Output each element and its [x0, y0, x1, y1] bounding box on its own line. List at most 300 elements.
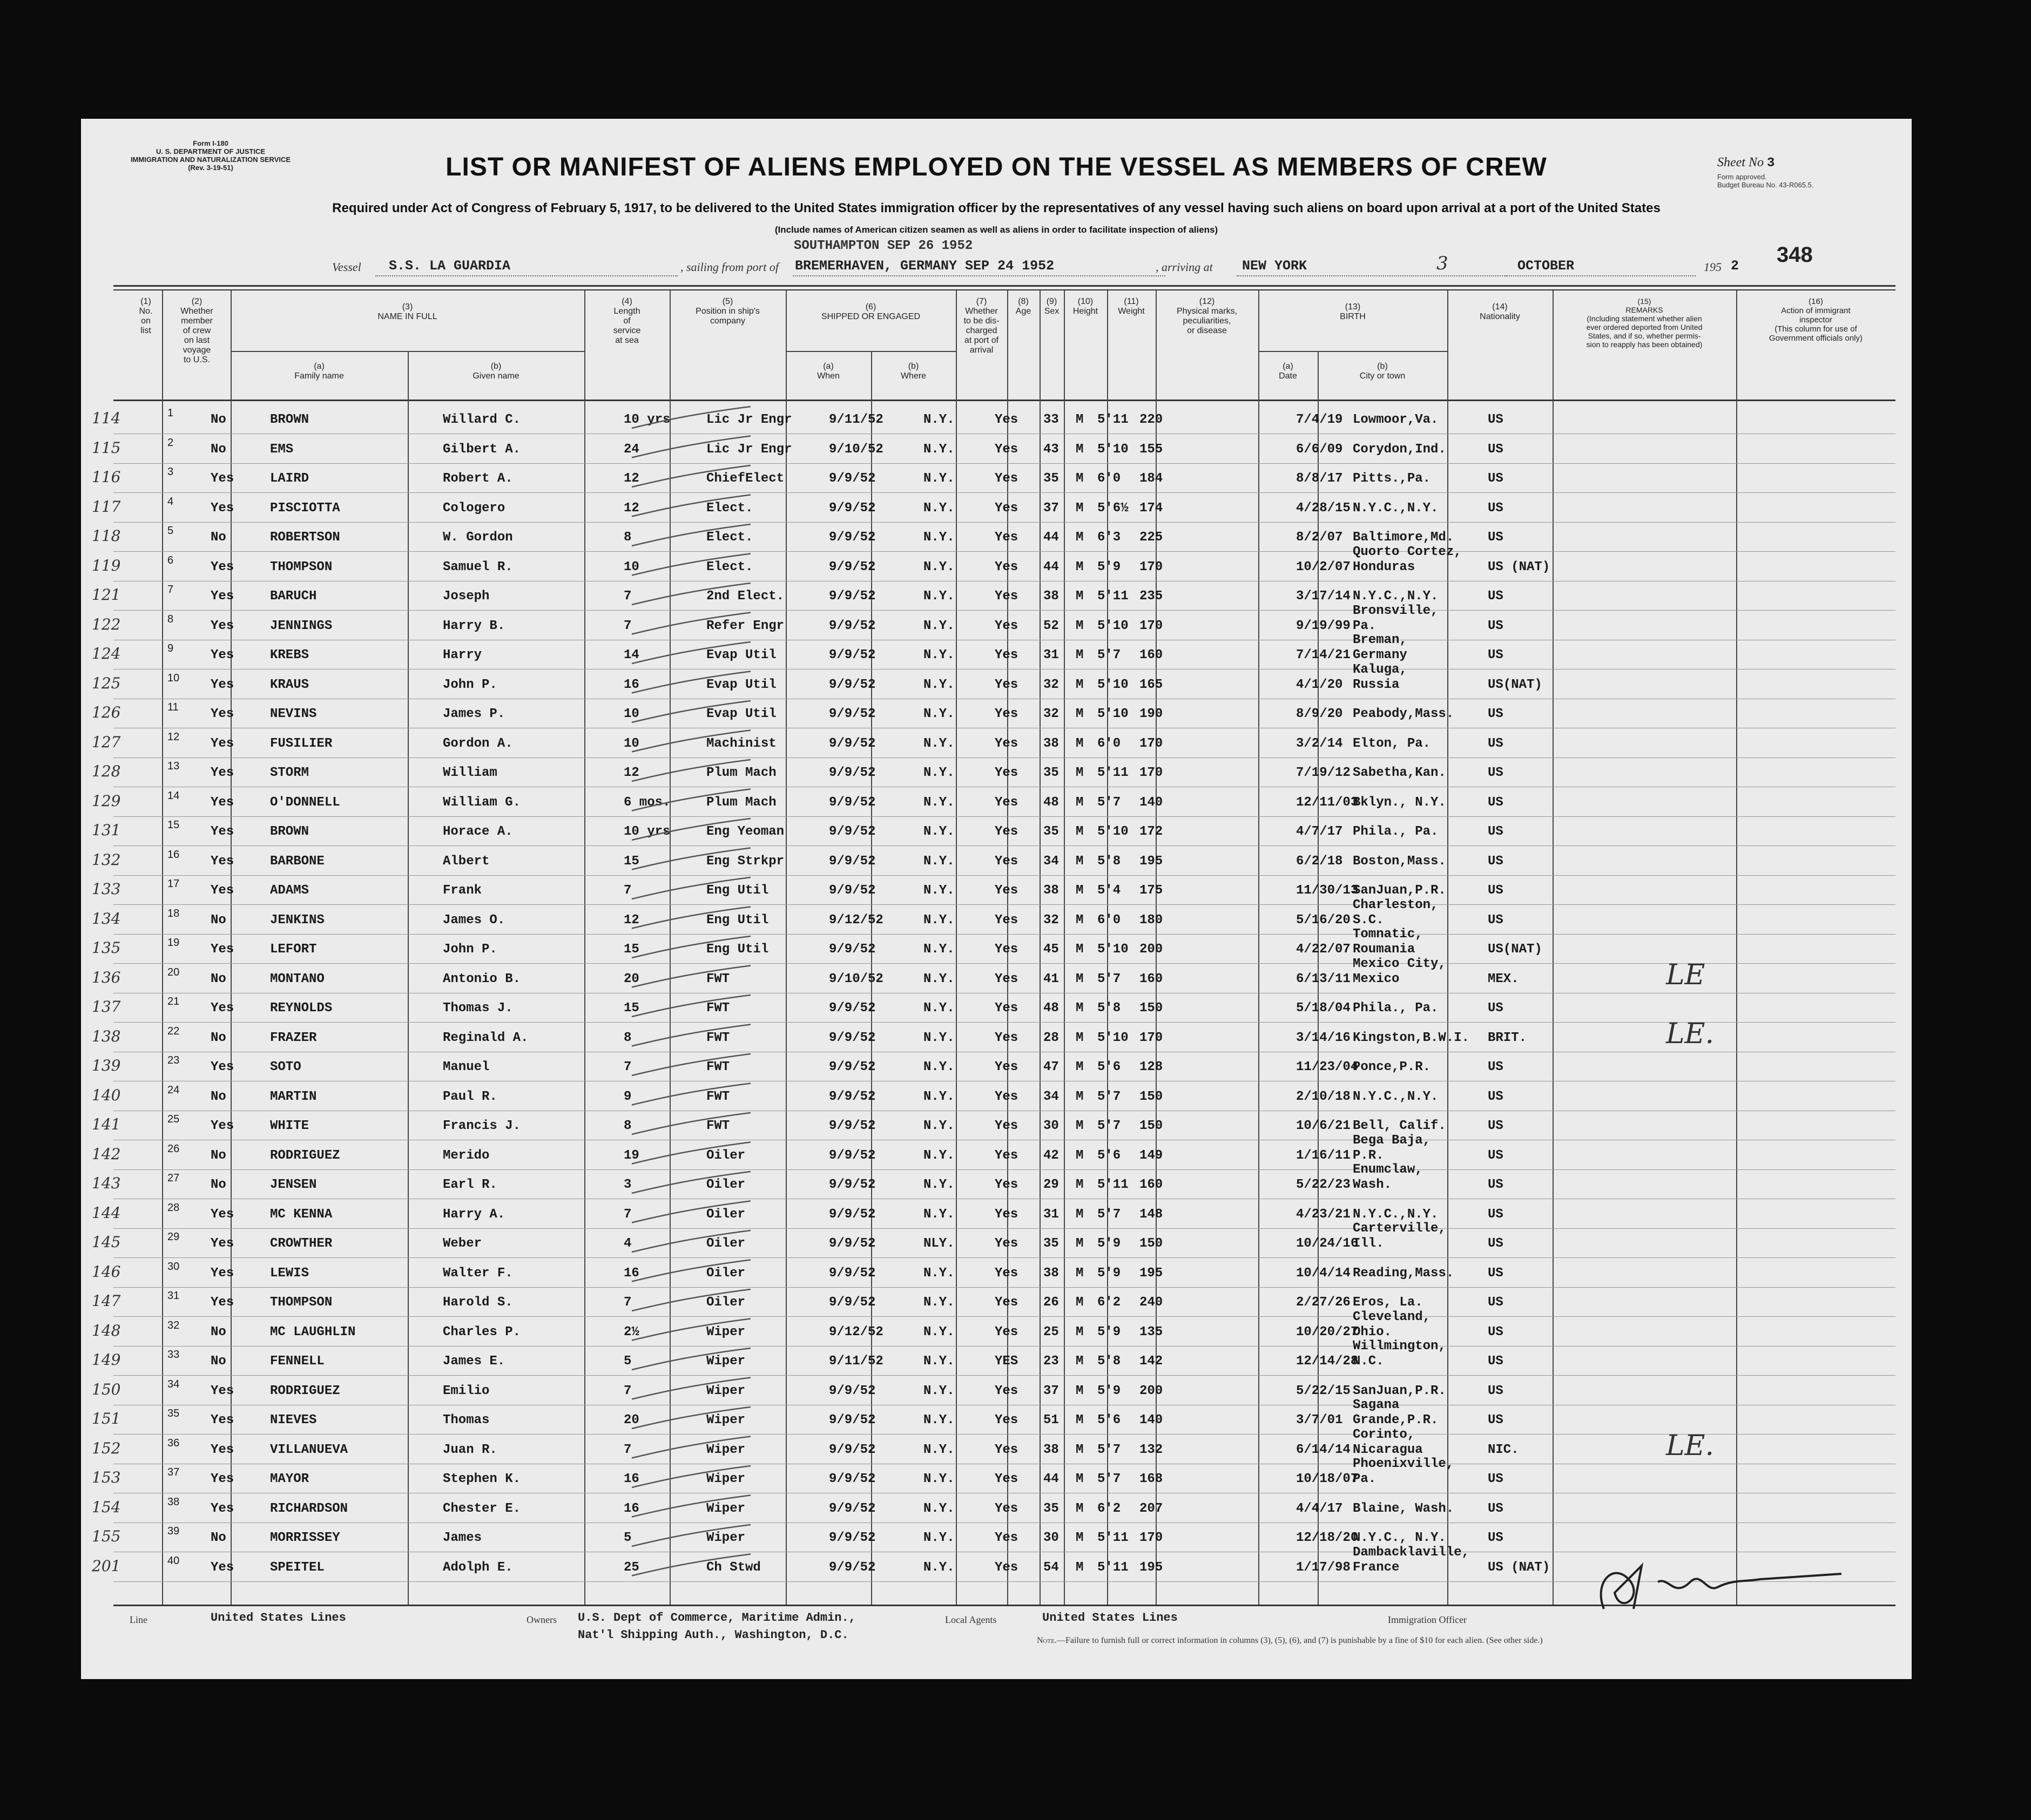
row-nationality: US	[1488, 854, 1503, 869]
row-weight: 155	[1139, 442, 1163, 457]
row-given-name: Samuel R.	[443, 559, 513, 574]
owners-label: Owners	[527, 1614, 557, 1625]
row-sex: M	[1076, 500, 1084, 516]
row-ref-number: 153	[92, 1469, 121, 1486]
row-birth-city-line1: Phoenixville,	[1353, 1457, 1454, 1471]
arrival-port: NEW YORK	[1242, 258, 1307, 274]
service-check-mark	[632, 1172, 751, 1193]
row-birth-date: 1/16/11	[1296, 1148, 1351, 1163]
row-birth-city-line1: Mexico City,	[1353, 956, 1446, 971]
row-discharge: Yes	[995, 912, 1018, 928]
row-family-name: PISCIOTTA	[270, 500, 340, 516]
header-birth: (13) BIRTH	[1340, 302, 1366, 321]
row-given-name: Gilbert A.	[443, 442, 521, 457]
row-discharge: Yes	[995, 883, 1018, 898]
row-previous-voyage: No	[211, 1324, 226, 1339]
row-given-name: Harry	[443, 648, 482, 662]
row-weight: 160	[1139, 1178, 1163, 1192]
header-sex: (9) Sex	[1044, 297, 1060, 316]
service-check-mark	[632, 818, 751, 840]
row-given-name: Charles P.	[443, 1324, 521, 1339]
row-given-name: Weber	[443, 1236, 482, 1251]
row-age: 31	[1043, 648, 1059, 662]
row-length-of-service: 8	[624, 1119, 632, 1133]
row-position: Elect.	[706, 500, 753, 516]
row-previous-voyage: No	[211, 412, 226, 427]
row-shipped-where: N.Y.	[923, 677, 955, 692]
row-height: 5'10	[1097, 442, 1129, 457]
row-length-of-service: 8	[624, 1030, 632, 1045]
service-check-mark	[632, 907, 751, 929]
row-previous-voyage: Yes	[211, 589, 234, 604]
row-discharge: Yes	[995, 766, 1018, 780]
row-age: 44	[1043, 530, 1059, 545]
row-birth-date: 10/2/07	[1296, 559, 1351, 574]
row-weight: 200	[1139, 942, 1163, 957]
row-list-number: 10	[167, 672, 180, 684]
row-family-name: MARTIN	[270, 1089, 317, 1104]
row-previous-voyage: No	[211, 1030, 226, 1045]
row-sex: M	[1076, 1354, 1084, 1369]
row-shipped-when: 9/10/52	[829, 971, 883, 986]
row-family-name: JENKINS	[270, 912, 325, 928]
sailing-port: BREMERHAVEN, GERMANY SEP 24 1952	[795, 258, 1055, 274]
row-birth-city: SanJuan,P.R.	[1353, 883, 1446, 898]
row-previous-voyage: Yes	[211, 1266, 234, 1281]
table-row	[92, 1052, 1895, 1081]
row-position: Wiper	[706, 1383, 746, 1398]
subtitle-note: (Include names of American citizen seamen as well as aliens in order to facilitate inspection of aliens)	[774, 225, 1218, 235]
row-birth-date: 4/7/17	[1296, 824, 1343, 839]
row-ref-number: 155	[92, 1527, 121, 1545]
row-age: 35	[1043, 1501, 1059, 1516]
row-list-number: 34	[167, 1378, 180, 1390]
row-shipped-when: 9/9/52	[829, 1148, 876, 1163]
note-text: —Failure to furnish full or correct information in columns (3), (5), (6), and (7) is punishable by a fine of $10 for each alien.	[1056, 1636, 1485, 1645]
row-position: Machinist	[706, 736, 777, 751]
row-family-name: WHITE	[270, 1119, 309, 1133]
row-birth-date: 4/28/15	[1296, 500, 1351, 516]
header-no: (1) No. on list	[139, 297, 153, 335]
form-code-line: IMMIGRATION AND NATURALIZATION SERVICE	[130, 155, 291, 164]
row-nationality: US	[1488, 618, 1503, 633]
row-height: 5'7	[1097, 1119, 1121, 1133]
row-previous-voyage: Yes	[211, 1119, 234, 1133]
header-age: (8) Age	[1015, 297, 1031, 316]
row-ref-number: 154	[92, 1498, 121, 1516]
row-family-name: SOTO	[270, 1060, 301, 1074]
row-height: 5'11	[1097, 412, 1129, 427]
row-age: 34	[1043, 854, 1059, 869]
row-discharge: Yes	[995, 1236, 1018, 1251]
row-length-of-service: 8	[624, 530, 632, 545]
row-birth-city: Ohio.	[1353, 1324, 1392, 1339]
row-birth-city: N.Y.C.,N.Y.	[1353, 1207, 1439, 1222]
row-position: Oiler	[706, 1236, 746, 1251]
row-previous-voyage: Yes	[211, 1413, 234, 1427]
service-check-mark	[632, 995, 751, 1017]
row-nationality: US	[1488, 736, 1503, 751]
row-length-of-service: 12	[624, 912, 639, 928]
row-previous-voyage: Yes	[211, 736, 234, 751]
row-list-number: 28	[167, 1201, 180, 1214]
row-given-name: Thomas J.	[443, 1001, 513, 1016]
row-birth-city: N.Y.C.,N.Y.	[1353, 500, 1439, 516]
table-row	[92, 1259, 1895, 1288]
row-birth-date: 7/14/21	[1296, 648, 1351, 662]
row-shipped-where: N.Y.	[923, 618, 955, 633]
row-family-name: THOMPSON	[270, 1295, 333, 1310]
row-shipped-when: 9/12/52	[829, 1324, 883, 1339]
row-list-number: 17	[167, 878, 180, 890]
row-list-number: 25	[167, 1113, 180, 1125]
header-weight: (11) Weight	[1118, 297, 1145, 316]
row-discharge: Yes	[995, 648, 1018, 662]
row-birth-city: Pa.	[1353, 1472, 1377, 1486]
row-list-number: 4	[167, 495, 174, 508]
row-previous-voyage: Yes	[211, 1236, 234, 1251]
service-check-marks	[626, 367, 788, 1609]
row-discharge: Yes	[995, 500, 1018, 516]
line-value: United States Lines	[211, 1611, 346, 1625]
row-birth-city: Mexico	[1353, 971, 1400, 986]
row-shipped-where: N.Y.	[923, 530, 955, 545]
row-family-name: STORM	[270, 766, 309, 780]
row-shipped-when: 9/9/52	[829, 1236, 876, 1251]
row-position: Ch Stwd	[706, 1560, 761, 1575]
officer-label: Immigration Officer	[1388, 1614, 1467, 1625]
service-check-mark	[632, 1496, 751, 1517]
row-shipped-when: 9/9/52	[829, 795, 876, 810]
header-when: (a) When	[817, 362, 840, 381]
table-row	[92, 633, 1895, 669]
row-length-of-service: 16	[624, 677, 639, 692]
row-ref-number: 134	[92, 909, 121, 928]
header-birth-city: (b) City or town	[1359, 362, 1406, 381]
row-family-name: MONTANO	[270, 971, 325, 986]
row-birth-city: Phila., Pa.	[1353, 824, 1439, 839]
header-where: (b) Where	[900, 362, 927, 381]
row-nationality: US	[1488, 471, 1503, 486]
row-weight: 170	[1139, 766, 1163, 780]
row-age: 38	[1043, 883, 1059, 898]
row-age: 37	[1043, 1383, 1059, 1398]
row-position: Eng Util	[706, 912, 769, 928]
row-previous-voyage: Yes	[211, 500, 234, 516]
row-length-of-service: 7	[624, 589, 632, 604]
row-list-number: 8	[167, 613, 174, 625]
row-nationality: US	[1488, 500, 1503, 516]
header-family-name: (a) Family name	[294, 362, 344, 381]
row-weight: 150	[1139, 1001, 1163, 1016]
row-nationality: US	[1488, 1501, 1503, 1516]
row-sex: M	[1076, 559, 1084, 574]
row-birth-city: Reading,Mass.	[1353, 1266, 1454, 1281]
port-underline	[793, 275, 1165, 276]
row-position: Evap Util	[706, 648, 777, 662]
row-list-number: 5	[167, 525, 174, 537]
row-sex: M	[1076, 1030, 1084, 1045]
table-row	[92, 876, 1895, 905]
row-previous-voyage: No	[211, 912, 226, 928]
row-given-name: Walter F.	[443, 1266, 513, 1281]
row-position: Wiper	[706, 1472, 746, 1486]
row-weight: 149	[1139, 1148, 1163, 1163]
row-previous-voyage: Yes	[211, 1560, 234, 1575]
row-birth-city: P.R.	[1353, 1148, 1384, 1163]
row-nationality: NIC.	[1488, 1442, 1519, 1457]
row-nationality: US	[1488, 707, 1503, 721]
row-shipped-when: 9/9/52	[829, 471, 876, 486]
row-discharge: Yes	[995, 530, 1018, 545]
row-age: 23	[1043, 1354, 1059, 1369]
service-check-mark	[632, 672, 751, 693]
row-shipped-where: N.Y.	[923, 707, 955, 721]
row-birth-date: 2/10/18	[1296, 1089, 1351, 1104]
row-position: Lic Jr Engr	[706, 442, 792, 457]
row-age: 32	[1043, 707, 1059, 721]
row-nationality: US(NAT)	[1488, 942, 1542, 957]
row-position: Wiper	[706, 1531, 746, 1545]
row-birth-date: 6/14/14	[1296, 1442, 1351, 1457]
row-given-name: Gordon A.	[443, 736, 513, 751]
row-list-number: 11	[167, 701, 179, 713]
row-birth-city: Phila., Pa.	[1353, 1001, 1439, 1016]
row-age: 32	[1043, 677, 1059, 692]
port-stamp: SOUTHAMPTON SEP 26 1952	[794, 239, 973, 253]
row-nationality: US	[1488, 1324, 1503, 1339]
row-birth-city-line1: Corinto,	[1353, 1427, 1415, 1442]
row-birth-date: 10/4/14	[1296, 1266, 1351, 1281]
row-birth-city: N.Y.C.,N.Y.	[1353, 589, 1439, 604]
row-list-number: 21	[167, 996, 180, 1007]
row-given-name: Stephen K.	[443, 1472, 521, 1486]
row-position: Wiper	[706, 1354, 746, 1369]
row-ref-number: 201	[92, 1557, 121, 1575]
row-birth-date: 3/2/14	[1296, 736, 1343, 751]
row-length-of-service: 7	[624, 1383, 632, 1398]
row-age: 41	[1043, 971, 1059, 986]
row-age: 35	[1043, 824, 1059, 839]
row-birth-city: Elton, Pa.	[1353, 736, 1431, 751]
arriving-label: , arriving at	[1156, 260, 1213, 274]
row-height: 5'4	[1097, 883, 1121, 898]
table-row	[92, 603, 1895, 640]
row-ref-number: 142	[92, 1145, 121, 1163]
row-weight: 175	[1139, 883, 1163, 898]
row-family-name: ADAMS	[270, 883, 309, 898]
row-birth-date: 7/19/12	[1296, 766, 1351, 780]
row-height: 5'9	[1097, 1324, 1121, 1339]
row-sex: M	[1076, 912, 1084, 928]
row-sex: M	[1076, 707, 1084, 721]
row-family-name: ROBERTSON	[270, 530, 340, 545]
row-sex: M	[1076, 1236, 1084, 1251]
row-weight: 160	[1139, 648, 1163, 662]
row-position: Oiler	[706, 1148, 746, 1163]
row-discharge: Yes	[995, 971, 1018, 986]
row-ref-number: 133	[92, 880, 121, 898]
row-birth-city: Peabody,Mass.	[1353, 707, 1454, 721]
row-given-name: Emilio	[443, 1383, 490, 1398]
row-weight: 195	[1139, 854, 1163, 869]
service-check-mark	[632, 730, 751, 752]
row-discharge: Yes	[995, 707, 1018, 721]
service-check-mark	[632, 701, 751, 722]
row-list-number: 22	[167, 1025, 180, 1037]
row-sex: M	[1076, 1413, 1084, 1427]
row-ref-number: 138	[92, 1027, 121, 1045]
row-shipped-when: 9/9/52	[829, 824, 876, 839]
table-row	[92, 1494, 1895, 1523]
table-row	[92, 523, 1895, 552]
row-weight: 170	[1139, 559, 1163, 574]
row-sex: M	[1076, 795, 1084, 810]
row-shipped-where: N.Y.	[923, 471, 955, 486]
row-sex: M	[1076, 1119, 1084, 1133]
row-birth-city-line1: Carterville,	[1353, 1221, 1446, 1236]
row-ref-number: 127	[92, 733, 121, 751]
row-family-name: KRAUS	[270, 677, 309, 692]
row-nationality: US(NAT)	[1488, 677, 1542, 692]
row-age: 35	[1043, 1236, 1059, 1251]
row-weight: 135	[1139, 1324, 1163, 1339]
service-check-mark	[632, 583, 751, 605]
row-ref-number: 118	[92, 527, 121, 545]
row-discharge: Yes	[995, 1207, 1018, 1222]
row-given-name: Joseph	[443, 589, 490, 604]
table-row	[92, 788, 1895, 817]
row-family-name: RODRIGUEZ	[270, 1148, 340, 1163]
row-length-of-service: 5	[624, 1531, 632, 1545]
row-list-number: 19	[167, 937, 180, 949]
table-row	[92, 1111, 1895, 1140]
row-nationality: US	[1488, 1089, 1503, 1104]
row-previous-voyage: Yes	[211, 942, 234, 957]
row-birth-city: Baltimore,Md.	[1353, 530, 1454, 545]
row-sex: M	[1076, 589, 1084, 604]
row-discharge: Yes	[995, 1030, 1018, 1045]
row-shipped-when: 9/9/52	[829, 1295, 876, 1310]
row-family-name: THOMPSON	[270, 559, 333, 574]
row-ref-number: 140	[92, 1086, 121, 1104]
row-shipped-where: N.Y.	[923, 648, 955, 662]
service-check-mark	[632, 1230, 751, 1252]
row-list-number: 40	[167, 1554, 180, 1567]
page-number: 348	[1777, 243, 1813, 267]
row-list-number: 38	[167, 1496, 180, 1508]
row-birth-city-line1: Breman,	[1353, 633, 1407, 647]
row-height: 5'7	[1097, 1089, 1121, 1104]
row-list-number: 12	[167, 730, 180, 743]
owners-line-2: Nat'l Shipping Auth., Washington, D.C.	[578, 1628, 849, 1642]
row-birth-city: Lowmoor,Va.	[1353, 412, 1439, 427]
form-approved: Form approved.	[1717, 173, 1767, 181]
inspector-signature	[1582, 1550, 1863, 1620]
row-discharge: Yes	[995, 1560, 1018, 1575]
name-group-rule	[231, 351, 584, 352]
row-family-name: JENNINGS	[270, 618, 333, 633]
row-previous-voyage: Yes	[211, 824, 234, 839]
row-ref-number: 119	[92, 556, 121, 574]
row-shipped-where: N.Y.	[923, 1266, 955, 1281]
row-discharge: Yes	[995, 1442, 1018, 1457]
row-length-of-service: 10 yrs	[624, 412, 671, 427]
row-nationality: US	[1488, 1060, 1503, 1074]
row-age: 48	[1043, 795, 1059, 810]
row-height: 5'10	[1097, 1030, 1129, 1045]
service-check-mark	[632, 877, 751, 899]
row-given-name: Albert	[443, 854, 490, 869]
row-discharge: Yes	[995, 1001, 1018, 1016]
row-age: 30	[1043, 1531, 1059, 1545]
row-previous-voyage: Yes	[211, 1383, 234, 1398]
year-prefix: 195	[1704, 260, 1722, 274]
row-weight: 170	[1139, 736, 1163, 751]
row-shipped-when: 9/9/52	[829, 942, 876, 957]
row-given-name: Paul R.	[443, 1089, 497, 1104]
row-birth-city: Grande,P.R.	[1353, 1413, 1439, 1427]
row-birth-city: Blaine, Wash.	[1353, 1501, 1454, 1516]
footer-note	[1037, 1636, 1901, 1646]
table-row	[92, 1309, 1895, 1347]
row-height: 5'11	[1097, 1560, 1129, 1575]
row-weight: 140	[1139, 795, 1163, 810]
table-top-rule-2	[113, 289, 1895, 290]
sheet-no: 3	[1766, 156, 1775, 171]
row-length-of-service: 10	[624, 736, 639, 751]
row-family-name: EMS	[270, 442, 294, 457]
service-check-mark	[632, 1054, 751, 1075]
row-birth-city-line1: Quorto Cortez,	[1353, 544, 1462, 559]
row-nationality: US	[1488, 530, 1503, 545]
row-birth-city: Germany	[1353, 648, 1407, 662]
row-sex: M	[1076, 1531, 1084, 1545]
table-row	[92, 1457, 1895, 1493]
row-sex: M	[1076, 618, 1084, 633]
row-weight: 150	[1139, 1236, 1163, 1251]
row-length-of-service: 10	[624, 707, 639, 721]
table-row	[92, 1427, 1895, 1464]
row-ref-number: 152	[92, 1439, 121, 1457]
row-birth-city: Ponce,P.R.	[1353, 1060, 1431, 1074]
table-row	[92, 1339, 1895, 1376]
service-check-mark	[632, 1437, 751, 1458]
row-position: FWT	[706, 971, 730, 986]
row-family-name: LEWIS	[270, 1266, 309, 1281]
row-birth-date: 5/22/23	[1296, 1178, 1351, 1192]
row-length-of-service: 7	[624, 1442, 632, 1457]
row-height: 5'10	[1097, 618, 1129, 633]
row-nationality: MEX.	[1488, 971, 1519, 986]
row-age: 33	[1043, 412, 1059, 427]
row-position: FWT	[706, 1001, 730, 1016]
table-row	[92, 729, 1895, 758]
page-title: LIST OR MANIFEST OF ALIENS EMPLOYED ON THE VESSEL AS MEMBERS OF CREW	[446, 153, 1547, 181]
row-previous-voyage: Yes	[211, 1295, 234, 1310]
row-given-name: Cologero	[443, 500, 505, 516]
arrival-month: OCTOBER	[1517, 258, 1575, 274]
row-length-of-service: 7	[624, 1207, 632, 1222]
row-given-name: John P.	[443, 942, 497, 957]
row-family-name: LEFORT	[270, 942, 317, 957]
row-family-name: MAYOR	[270, 1472, 309, 1486]
row-shipped-where: N.Y.	[923, 412, 955, 427]
row-position: Eng Util	[706, 942, 769, 957]
row-ref-number: 150	[92, 1380, 121, 1398]
row-position: Oiler	[706, 1295, 746, 1310]
row-length-of-service: 25	[624, 1560, 639, 1575]
